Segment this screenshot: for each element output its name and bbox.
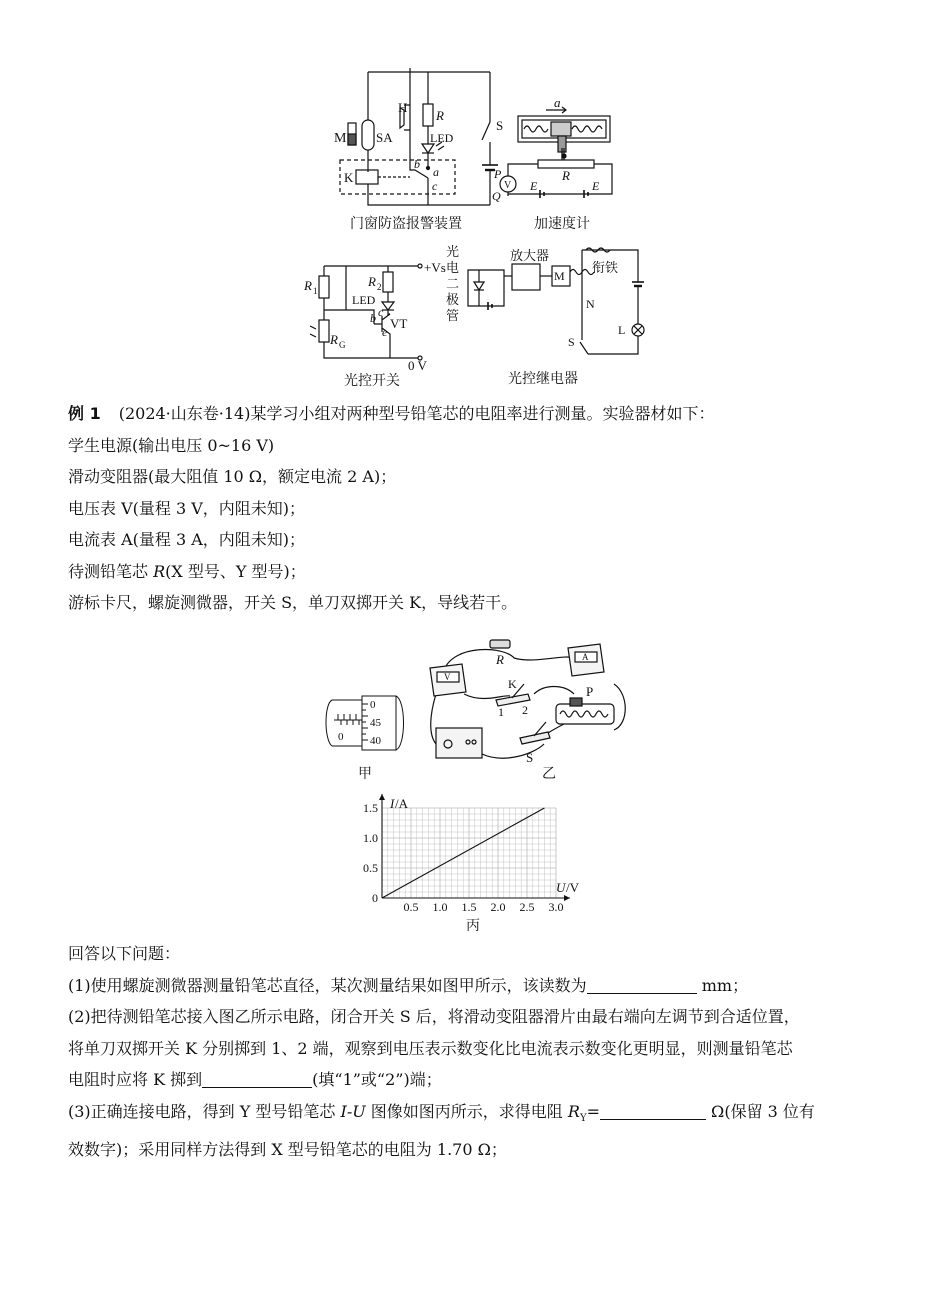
circuit-label-k: K (508, 677, 517, 691)
ls-label-rg-sub: G (339, 340, 346, 350)
ls-label-vt: VT (390, 316, 408, 331)
micrometer-figure (318, 690, 418, 785)
ls-label-r2-sub: 2 (377, 282, 382, 292)
circuit-label-v: V (444, 672, 451, 682)
intro-line (68, 398, 714, 430)
lr-label-m: M (554, 269, 565, 283)
item-voltmeter: 电压表 V(量程 3 V，内阻未知)； (68, 498, 306, 518)
accel-label-r: R (562, 168, 570, 183)
ls-label-b: b (370, 311, 376, 325)
ls-label-led: LED (352, 293, 376, 307)
lr-label-amplifier: 放大器 (510, 248, 550, 263)
q2-text-b: (填“1”或“2”)端； (312, 1070, 442, 1089)
alarm-label-m: M (334, 131, 347, 146)
item5-text-a: 待测铅笔芯 (68, 561, 154, 581)
accel-label-e1: E (530, 179, 538, 193)
accel-label-q: Q (492, 189, 501, 203)
q3-r-sub: Y (579, 1112, 587, 1124)
question-3-line-1 (68, 1096, 815, 1135)
item5-text-b: (X 型号、Y 型号)； (165, 561, 306, 581)
lr-label-armature: 衔铁 (592, 260, 619, 275)
ls-label-r2: R (368, 274, 376, 289)
item-tools: 游标卡尺，螺旋测微器，开关 S，单刀双掷开关 K，导线若干。 (68, 593, 518, 612)
q1-answer-blank[interactable] (587, 975, 697, 994)
light-relay-diagram (442, 242, 662, 388)
accel-label-a: a (554, 95, 561, 110)
q1-text-b: mm； (696, 975, 749, 995)
ls-label-r1-sub: 1 (313, 286, 318, 296)
lr-label-diode-3: 二 (446, 276, 460, 291)
alarm-label-s: S (496, 118, 504, 133)
origin-label: 0 (372, 891, 378, 905)
micrometer-zero: 0 (338, 731, 344, 743)
accel-label-p: P (494, 167, 502, 181)
circuit-label-2: 2 (522, 703, 528, 717)
q3-text-d: Ω(保留 3 位有 (705, 1101, 815, 1121)
light-relay-caption: 光控继电器 (508, 371, 578, 387)
question-2-line-1: (2)把待测铅笔芯接入图乙所示电路，闭合开关 S 后，将滑动变阻器滑片由最右端向左调节到合适位置， (68, 1007, 800, 1026)
accel-caption: 加速度计 (534, 216, 590, 232)
x-tick-label: 1.5 (461, 900, 477, 914)
micrometer-caption: 甲 (358, 766, 372, 782)
circuit-label-a: A (582, 652, 589, 662)
alarm-caption: 门窗防盗报警装置 (350, 216, 462, 232)
iu-graph (350, 792, 600, 938)
micrometer-scale-45: 45 (370, 717, 381, 729)
y-axis-unit: /A (395, 796, 408, 811)
accel-label-v: V (504, 180, 512, 191)
chart-xlabel (556, 880, 580, 895)
x-axis-unit: /V (566, 880, 579, 895)
q3-iu: I-U (340, 1101, 366, 1121)
circuit-label-r: R (496, 652, 504, 667)
q3-text-b: 图像如图丙所示，求得电阻 (365, 1101, 568, 1121)
q2-text-a: 电阻时应将 K 掷到 (68, 1070, 203, 1089)
question-3-line-2: 效数字)；采用同样方法得到 X 型号铅笔芯的电阻为 1.70 Ω； (68, 1140, 507, 1160)
question-2-line-2: 将单刀双掷开关 K 分别掷到 1、2 端，观察到电压表示数变化比电流表示数变化更明显，则测量铅笔芯 (68, 1038, 793, 1058)
alarm-label-r: R (436, 108, 444, 123)
lr-label-diode-2: 电 (446, 260, 460, 275)
circuit-label-s: S (526, 750, 534, 765)
circuit-figure (424, 634, 634, 782)
q3-answer-blank[interactable] (600, 1101, 706, 1120)
problem-text (68, 398, 714, 619)
ls-label-zero: 0 V (408, 358, 427, 373)
x-tick-label: 2.5 (519, 900, 535, 914)
alarm-label-k: K (344, 170, 354, 185)
lr-label-diode-1: 光 (446, 244, 460, 259)
example-label: 例 1 (68, 404, 101, 423)
x-axis-arrow (564, 895, 570, 901)
alarm-label-led: LED (430, 131, 454, 145)
alarm-label-b: b (414, 157, 420, 171)
item-power-supply: 学生电源(输出电压 0~16 V) (68, 435, 275, 455)
item-pencil-lead (68, 556, 714, 588)
alarm-diagram (330, 60, 504, 235)
ls-label-rg: R (330, 332, 338, 347)
lr-label-n: N (586, 297, 595, 311)
item-rheostat: 滑动变阻器(最大阻值 10 Ω，额定电流 2 A)； (68, 467, 397, 486)
x-tick-label: 3.0 (548, 900, 564, 914)
light-switch-caption: 光控开关 (344, 373, 400, 389)
chart-ylabel (389, 796, 409, 811)
alarm-label-sa: SA (376, 130, 393, 145)
micrometer-scale-0: 0 (370, 699, 376, 711)
chart-grid (382, 808, 556, 898)
lr-label-s: S (568, 335, 575, 349)
q3-r: R (567, 1101, 580, 1121)
circuit-label-p: P (586, 684, 594, 699)
item-ammeter: 电流表 A(量程 3 A，内阻未知)； (68, 530, 306, 549)
x-tick-label: 1.0 (432, 900, 448, 914)
q1-text-a: (1)使用螺旋测微器测量铅笔芯直径，某次测量结果如图甲所示，该读数为 (68, 975, 587, 995)
lr-label-l: L (618, 323, 626, 337)
item5-r: R (153, 561, 166, 581)
intro-text: (2024·山东卷·14)某学习小组对两种型号铅笔芯的电阻率进行测量。实验器材如下： (118, 404, 715, 423)
lr-label-diode-4: 极 (446, 292, 460, 307)
ls-label-r1: R (304, 278, 312, 293)
graph-caption: 丙 (466, 918, 480, 934)
accel-label-e2: E (592, 179, 600, 193)
y-tick-label: 1.0 (363, 831, 378, 845)
answer-heading: 回答以下问题： (68, 944, 181, 963)
y-tick-label: 1.5 (363, 801, 378, 815)
question-2-line-3 (68, 1064, 815, 1096)
question-1 (68, 970, 815, 1002)
alarm-label-c: c (432, 179, 438, 193)
lr-label-diode-5: 管 (446, 308, 460, 323)
y-tick-label: 0.5 (363, 861, 378, 875)
circuit-caption: 乙 (542, 766, 556, 782)
y-axis-var: I (390, 796, 395, 811)
ls-label-vs: +Vs (424, 260, 446, 275)
circuit-label-1: 1 (498, 705, 504, 719)
alarm-label-h: H (398, 100, 408, 115)
q3-eq: = (586, 1101, 600, 1121)
x-tick-label: 2.0 (490, 900, 506, 914)
questions (68, 938, 815, 1166)
micrometer-scale-40: 40 (370, 735, 381, 747)
q2-answer-blank[interactable] (202, 1069, 312, 1088)
accelerometer-diagram (488, 95, 628, 233)
q3-text-a: (3)正确连接电路，得到 Y 型号铅笔芯 (68, 1101, 341, 1121)
x-axis-var: U (556, 880, 566, 895)
alarm-label-a: a (433, 165, 439, 179)
x-tick-label: 0.5 (403, 900, 419, 914)
y-axis-arrow (379, 794, 385, 800)
ls-label-c: c (378, 305, 384, 319)
light-switch-diagram (298, 248, 458, 388)
ls-label-e: e (382, 325, 388, 339)
